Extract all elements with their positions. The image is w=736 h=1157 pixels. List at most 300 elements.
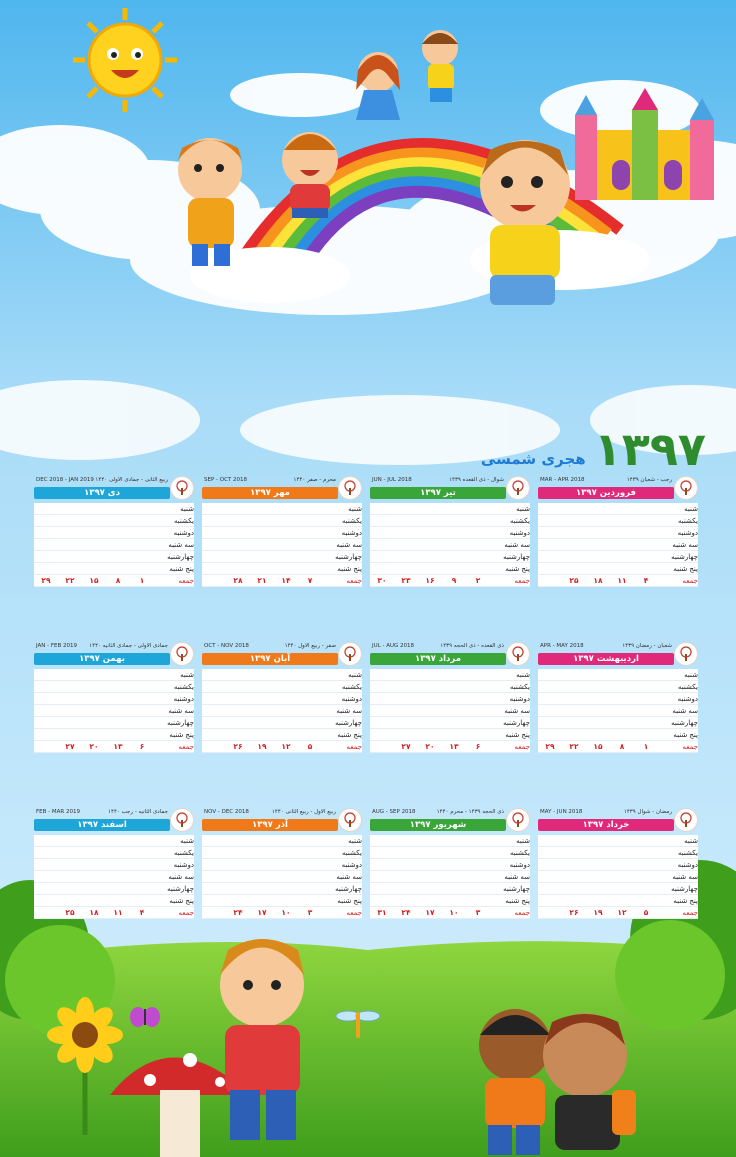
- date-cell: [370, 847, 394, 859]
- date-cell: [226, 539, 250, 551]
- date-cell: [34, 693, 58, 705]
- weekday-label: یکشنبه: [154, 681, 194, 693]
- date-cell: [250, 847, 274, 859]
- weekday-label: شنبه: [490, 669, 530, 681]
- date-cell: [370, 729, 394, 741]
- hijri-range: ربیع الاول - ربیع الثانی ۱۴۴۰: [271, 809, 336, 815]
- date-cell: [586, 729, 610, 741]
- date-cell: ۲۴: [394, 907, 418, 919]
- date-cell: [466, 871, 490, 883]
- weekday-row: [34, 705, 194, 717]
- gregorian-range: OCT - NOV 2018: [204, 643, 249, 649]
- month-notes: [202, 590, 362, 616]
- date-cell: [610, 669, 634, 681]
- date-cell: ۶: [466, 741, 490, 753]
- tree-icon: [338, 476, 362, 500]
- weekday-row: [538, 575, 698, 587]
- gregorian-range: SEP - OCT 2018: [204, 477, 248, 483]
- weekday-row: [34, 883, 194, 895]
- date-cell: [106, 551, 130, 563]
- date-cell: [610, 503, 634, 515]
- tree-icon: [674, 808, 698, 832]
- date-cell: [562, 693, 586, 705]
- month-card: [370, 474, 530, 634]
- date-cell: [466, 859, 490, 871]
- weekday-row: [34, 563, 194, 575]
- weekday-row: [202, 883, 362, 895]
- date-cell: [586, 681, 610, 693]
- date-cell: [538, 705, 562, 717]
- weekday-row: [34, 907, 194, 919]
- date-cell: [442, 847, 466, 859]
- hijri-range: جمادی الثانیه - رجب ۱۴۴۰: [108, 809, 168, 815]
- weekday-row: [202, 503, 362, 515]
- date-cell: [202, 705, 226, 717]
- month-name: آبان ۱۳۹۷: [202, 653, 338, 665]
- weekday-row: [538, 705, 698, 717]
- date-cell: [130, 895, 154, 907]
- date-cell: [58, 669, 82, 681]
- date-cell: [34, 503, 58, 515]
- weekday-label: پنج شنبه: [658, 563, 698, 575]
- date-cell: [34, 539, 58, 551]
- date-cell: [34, 907, 58, 919]
- weekday-row: [370, 835, 530, 847]
- weekday-row: [370, 551, 530, 563]
- date-cell: [586, 693, 610, 705]
- month-name: مرداد ۱۳۹۷: [370, 653, 506, 665]
- date-cell: [634, 717, 658, 729]
- date-cell: [418, 539, 442, 551]
- hijri-range: شعبان - رمضان ۱۴۳۹: [622, 643, 672, 649]
- weekday-label: دوشنبه: [322, 527, 362, 539]
- weekday-row: [538, 895, 698, 907]
- date-cell: [562, 835, 586, 847]
- weekday-row: [202, 835, 362, 847]
- date-cell: [610, 717, 634, 729]
- date-cell: [202, 859, 226, 871]
- date-cell: [394, 515, 418, 527]
- weekday-row: [370, 741, 530, 753]
- date-cell: ۱۷: [250, 907, 274, 919]
- weekday-label: سه شنبه: [154, 705, 194, 717]
- date-cell: [58, 847, 82, 859]
- weekday-label: پنج شنبه: [154, 729, 194, 741]
- date-cell: [442, 883, 466, 895]
- date-cell: [634, 859, 658, 871]
- date-cell: [394, 693, 418, 705]
- date-cell: [250, 551, 274, 563]
- date-cell: [202, 527, 226, 539]
- weekday-row: [538, 539, 698, 551]
- date-cell: [106, 681, 130, 693]
- month-name: شهریور ۱۳۹۷: [370, 819, 506, 831]
- date-cell: [226, 883, 250, 895]
- date-cell: [202, 551, 226, 563]
- weekday-row: [538, 741, 698, 753]
- date-cell: [466, 883, 490, 895]
- date-cell: [538, 907, 562, 919]
- weekday-row: [34, 717, 194, 729]
- date-cell: [130, 859, 154, 871]
- date-cell: [634, 883, 658, 895]
- date-cell: [442, 563, 466, 575]
- date-cell: [418, 705, 442, 717]
- weekday-label: دوشنبه: [658, 693, 698, 705]
- weekday-row: [202, 539, 362, 551]
- date-cell: [394, 503, 418, 515]
- tree-icon: [170, 642, 194, 666]
- date-cell: [538, 883, 562, 895]
- month-days-table: [538, 503, 698, 587]
- date-cell: [202, 907, 226, 919]
- date-cell: [106, 563, 130, 575]
- gregorian-range: APR - MAY 2018: [540, 643, 584, 649]
- date-cell: ۳۱: [370, 907, 394, 919]
- weekday-label: جمعه: [490, 741, 530, 753]
- date-cell: [394, 669, 418, 681]
- date-cell: [58, 729, 82, 741]
- date-cell: [370, 515, 394, 527]
- weekday-row: [202, 563, 362, 575]
- month-card: [202, 806, 362, 966]
- month-days-table: [538, 835, 698, 919]
- gregorian-range: JUN - JUL 2018: [372, 477, 412, 483]
- date-cell: [58, 503, 82, 515]
- date-cell: [106, 847, 130, 859]
- date-cell: [82, 539, 106, 551]
- weekday-label: دوشنبه: [154, 859, 194, 871]
- date-cell: [442, 895, 466, 907]
- date-cell: [562, 895, 586, 907]
- month-notes: [34, 590, 194, 616]
- date-cell: [418, 515, 442, 527]
- date-cell: [82, 527, 106, 539]
- weekday-row: [202, 729, 362, 741]
- weekday-label: چهارشنبه: [154, 551, 194, 563]
- month-name: دی ۱۳۹۷: [34, 487, 170, 499]
- date-cell: [562, 871, 586, 883]
- date-cell: [562, 729, 586, 741]
- date-cell: [562, 847, 586, 859]
- month-days-table: [34, 503, 194, 587]
- date-cell: ۸: [106, 575, 130, 587]
- date-cell: ۱۰: [274, 907, 298, 919]
- date-cell: [34, 859, 58, 871]
- date-cell: [538, 717, 562, 729]
- date-cell: [202, 895, 226, 907]
- date-cell: [538, 895, 562, 907]
- date-cell: [586, 669, 610, 681]
- date-cell: [634, 669, 658, 681]
- date-cell: [418, 551, 442, 563]
- weekday-label: پنج شنبه: [490, 729, 530, 741]
- date-cell: [634, 847, 658, 859]
- date-cell: [106, 539, 130, 551]
- date-cell: [274, 539, 298, 551]
- month-name: آذر ۱۳۹۷: [202, 819, 338, 831]
- date-cell: [298, 835, 322, 847]
- butterfly: [130, 1007, 160, 1027]
- date-cell: [466, 705, 490, 717]
- weekday-row: [538, 681, 698, 693]
- date-cell: [394, 717, 418, 729]
- weekday-label: شنبه: [658, 669, 698, 681]
- date-cell: [130, 551, 154, 563]
- date-cell: [562, 717, 586, 729]
- date-cell: [250, 563, 274, 575]
- date-cell: [538, 563, 562, 575]
- date-cell: ۲۷: [58, 741, 82, 753]
- date-cell: [82, 729, 106, 741]
- date-cell: [274, 515, 298, 527]
- date-cell: [394, 847, 418, 859]
- weekday-label: جمعه: [658, 907, 698, 919]
- weekday-row: [370, 503, 530, 515]
- weekday-label: جمعه: [154, 907, 194, 919]
- date-cell: [226, 527, 250, 539]
- date-cell: ۳: [298, 907, 322, 919]
- weekday-label: چهارشنبه: [490, 883, 530, 895]
- date-cell: [298, 729, 322, 741]
- date-cell: [442, 527, 466, 539]
- date-cell: [202, 847, 226, 859]
- date-cell: [634, 705, 658, 717]
- date-cell: [274, 835, 298, 847]
- date-cell: [298, 539, 322, 551]
- weekday-row: [34, 503, 194, 515]
- date-cell: [130, 717, 154, 729]
- date-cell: [634, 871, 658, 883]
- weekday-row: [370, 539, 530, 551]
- date-cell: [370, 681, 394, 693]
- date-cell: ۳۰: [370, 575, 394, 587]
- date-cell: [58, 693, 82, 705]
- hijri-range: جمادی الاولی - جمادی الثانیه ۱۴۴۰: [89, 643, 168, 649]
- date-cell: [586, 503, 610, 515]
- date-cell: ۲۶: [226, 741, 250, 753]
- date-cell: [562, 539, 586, 551]
- date-cell: [58, 527, 82, 539]
- weekday-row: [370, 895, 530, 907]
- date-cell: [370, 871, 394, 883]
- date-cell: [274, 681, 298, 693]
- date-cell: ۱۱: [106, 907, 130, 919]
- date-cell: [418, 527, 442, 539]
- weekday-label: پنج شنبه: [658, 729, 698, 741]
- weekday-label: پنج شنبه: [658, 895, 698, 907]
- date-cell: [298, 693, 322, 705]
- date-cell: [106, 669, 130, 681]
- date-cell: [586, 835, 610, 847]
- weekday-row: [34, 527, 194, 539]
- date-cell: [58, 563, 82, 575]
- month-name: تیر ۱۳۹۷: [370, 487, 506, 499]
- month-card: [538, 806, 698, 966]
- date-cell: [130, 527, 154, 539]
- weekday-row: [202, 847, 362, 859]
- weekday-row: [538, 669, 698, 681]
- date-cell: [202, 575, 226, 587]
- date-cell: ۱۶: [418, 575, 442, 587]
- date-cell: [610, 563, 634, 575]
- date-cell: [58, 717, 82, 729]
- weekday-row: [202, 907, 362, 919]
- weekday-label: چهارشنبه: [658, 883, 698, 895]
- month-notes: [34, 922, 194, 948]
- date-cell: [34, 717, 58, 729]
- kid-middle-top: [282, 132, 338, 218]
- date-cell: ۷: [298, 575, 322, 587]
- date-cell: [226, 847, 250, 859]
- date-cell: [586, 883, 610, 895]
- date-cell: ۸: [610, 741, 634, 753]
- month-name: اردیبهشت ۱۳۹۷: [538, 653, 674, 665]
- date-cell: ۲۳: [394, 575, 418, 587]
- weekday-row: [538, 871, 698, 883]
- date-cell: [298, 847, 322, 859]
- date-cell: ۱۲: [610, 907, 634, 919]
- weekday-label: یکشنبه: [658, 847, 698, 859]
- weekday-row: [202, 705, 362, 717]
- weekday-label: پنج شنبه: [322, 895, 362, 907]
- hijri-range: محرم - صفر ۱۴۴۰: [293, 477, 336, 483]
- month-name: فروردین ۱۳۹۷: [538, 487, 674, 499]
- hijri-range: ذی القعده - ذی الحجه ۱۴۳۹: [440, 643, 504, 649]
- date-cell: [106, 883, 130, 895]
- date-cell: [442, 859, 466, 871]
- date-cell: [82, 551, 106, 563]
- date-cell: [370, 669, 394, 681]
- weekday-label: سه شنبه: [490, 705, 530, 717]
- date-cell: [274, 871, 298, 883]
- weekday-label: سه شنبه: [322, 705, 362, 717]
- gregorian-range: DEC 2018 - JAN 2019: [36, 477, 94, 483]
- weekday-row: [370, 563, 530, 575]
- date-cell: [82, 717, 106, 729]
- weekday-row: [538, 515, 698, 527]
- weekday-label: چهارشنبه: [490, 717, 530, 729]
- date-cell: [538, 515, 562, 527]
- date-cell: [370, 563, 394, 575]
- weekday-row: [34, 729, 194, 741]
- date-cell: [562, 705, 586, 717]
- date-cell: [106, 729, 130, 741]
- gregorian-range: MAR - APR 2018: [540, 477, 585, 483]
- date-cell: [442, 551, 466, 563]
- date-cell: [106, 515, 130, 527]
- date-cell: [34, 883, 58, 895]
- weekday-row: [202, 693, 362, 705]
- weekday-row: [202, 551, 362, 563]
- weekday-row: [370, 515, 530, 527]
- date-cell: [562, 681, 586, 693]
- month-card: [538, 474, 698, 634]
- date-cell: ۱۲: [274, 741, 298, 753]
- date-cell: [34, 729, 58, 741]
- weekday-row: [34, 669, 194, 681]
- date-cell: [130, 729, 154, 741]
- weekday-label: شنبه: [658, 835, 698, 847]
- weekday-label: یکشنبه: [322, 515, 362, 527]
- tree-icon: [170, 808, 194, 832]
- weekday-row: [538, 551, 698, 563]
- date-cell: [418, 563, 442, 575]
- date-cell: [610, 539, 634, 551]
- weekday-label: شنبه: [658, 503, 698, 515]
- date-cell: [394, 681, 418, 693]
- date-cell: [250, 705, 274, 717]
- date-cell: [394, 527, 418, 539]
- date-cell: ۲: [466, 575, 490, 587]
- weekday-label: جمعه: [658, 575, 698, 587]
- date-cell: [442, 681, 466, 693]
- date-cell: [586, 551, 610, 563]
- month-card: [34, 640, 194, 800]
- month-name: اسفند ۱۳۹۷: [34, 819, 170, 831]
- date-cell: [442, 539, 466, 551]
- weekday-row: [370, 669, 530, 681]
- hijri-range: صفر - ربیع الاول ۱۴۴۰: [284, 643, 336, 649]
- date-cell: [466, 693, 490, 705]
- gregorian-range: MAY - JUN 2018: [540, 809, 583, 815]
- date-cell: [562, 503, 586, 515]
- date-cell: [274, 693, 298, 705]
- date-cell: [394, 729, 418, 741]
- month-name: بهمن ۱۳۹۷: [34, 653, 170, 665]
- date-cell: [394, 835, 418, 847]
- date-cell: [586, 859, 610, 871]
- date-cell: [586, 705, 610, 717]
- date-cell: ۱۵: [82, 575, 106, 587]
- date-cell: [82, 895, 106, 907]
- date-cell: [106, 693, 130, 705]
- date-cell: [634, 527, 658, 539]
- date-cell: [250, 503, 274, 515]
- date-cell: [58, 883, 82, 895]
- date-cell: [586, 895, 610, 907]
- weekday-label: چهارشنبه: [154, 717, 194, 729]
- date-cell: [202, 871, 226, 883]
- date-cell: [106, 871, 130, 883]
- date-cell: [82, 693, 106, 705]
- date-cell: [610, 551, 634, 563]
- date-cell: ۲۲: [562, 741, 586, 753]
- date-cell: [370, 895, 394, 907]
- month-days-table: [370, 503, 530, 587]
- date-cell: [58, 551, 82, 563]
- weekday-label: جمعه: [154, 741, 194, 753]
- weekday-row: [34, 693, 194, 705]
- date-cell: [130, 847, 154, 859]
- date-cell: [250, 859, 274, 871]
- weekday-label: پنج شنبه: [490, 895, 530, 907]
- date-cell: [610, 705, 634, 717]
- date-cell: ۱۸: [82, 907, 106, 919]
- date-cell: [202, 835, 226, 847]
- date-cell: [202, 681, 226, 693]
- date-cell: [130, 681, 154, 693]
- date-cell: [298, 669, 322, 681]
- date-cell: [250, 871, 274, 883]
- date-cell: [298, 515, 322, 527]
- date-cell: [106, 527, 130, 539]
- date-cell: [610, 693, 634, 705]
- date-cell: [202, 717, 226, 729]
- sun: [73, 8, 177, 112]
- weekday-label: شنبه: [322, 835, 362, 847]
- date-cell: [394, 551, 418, 563]
